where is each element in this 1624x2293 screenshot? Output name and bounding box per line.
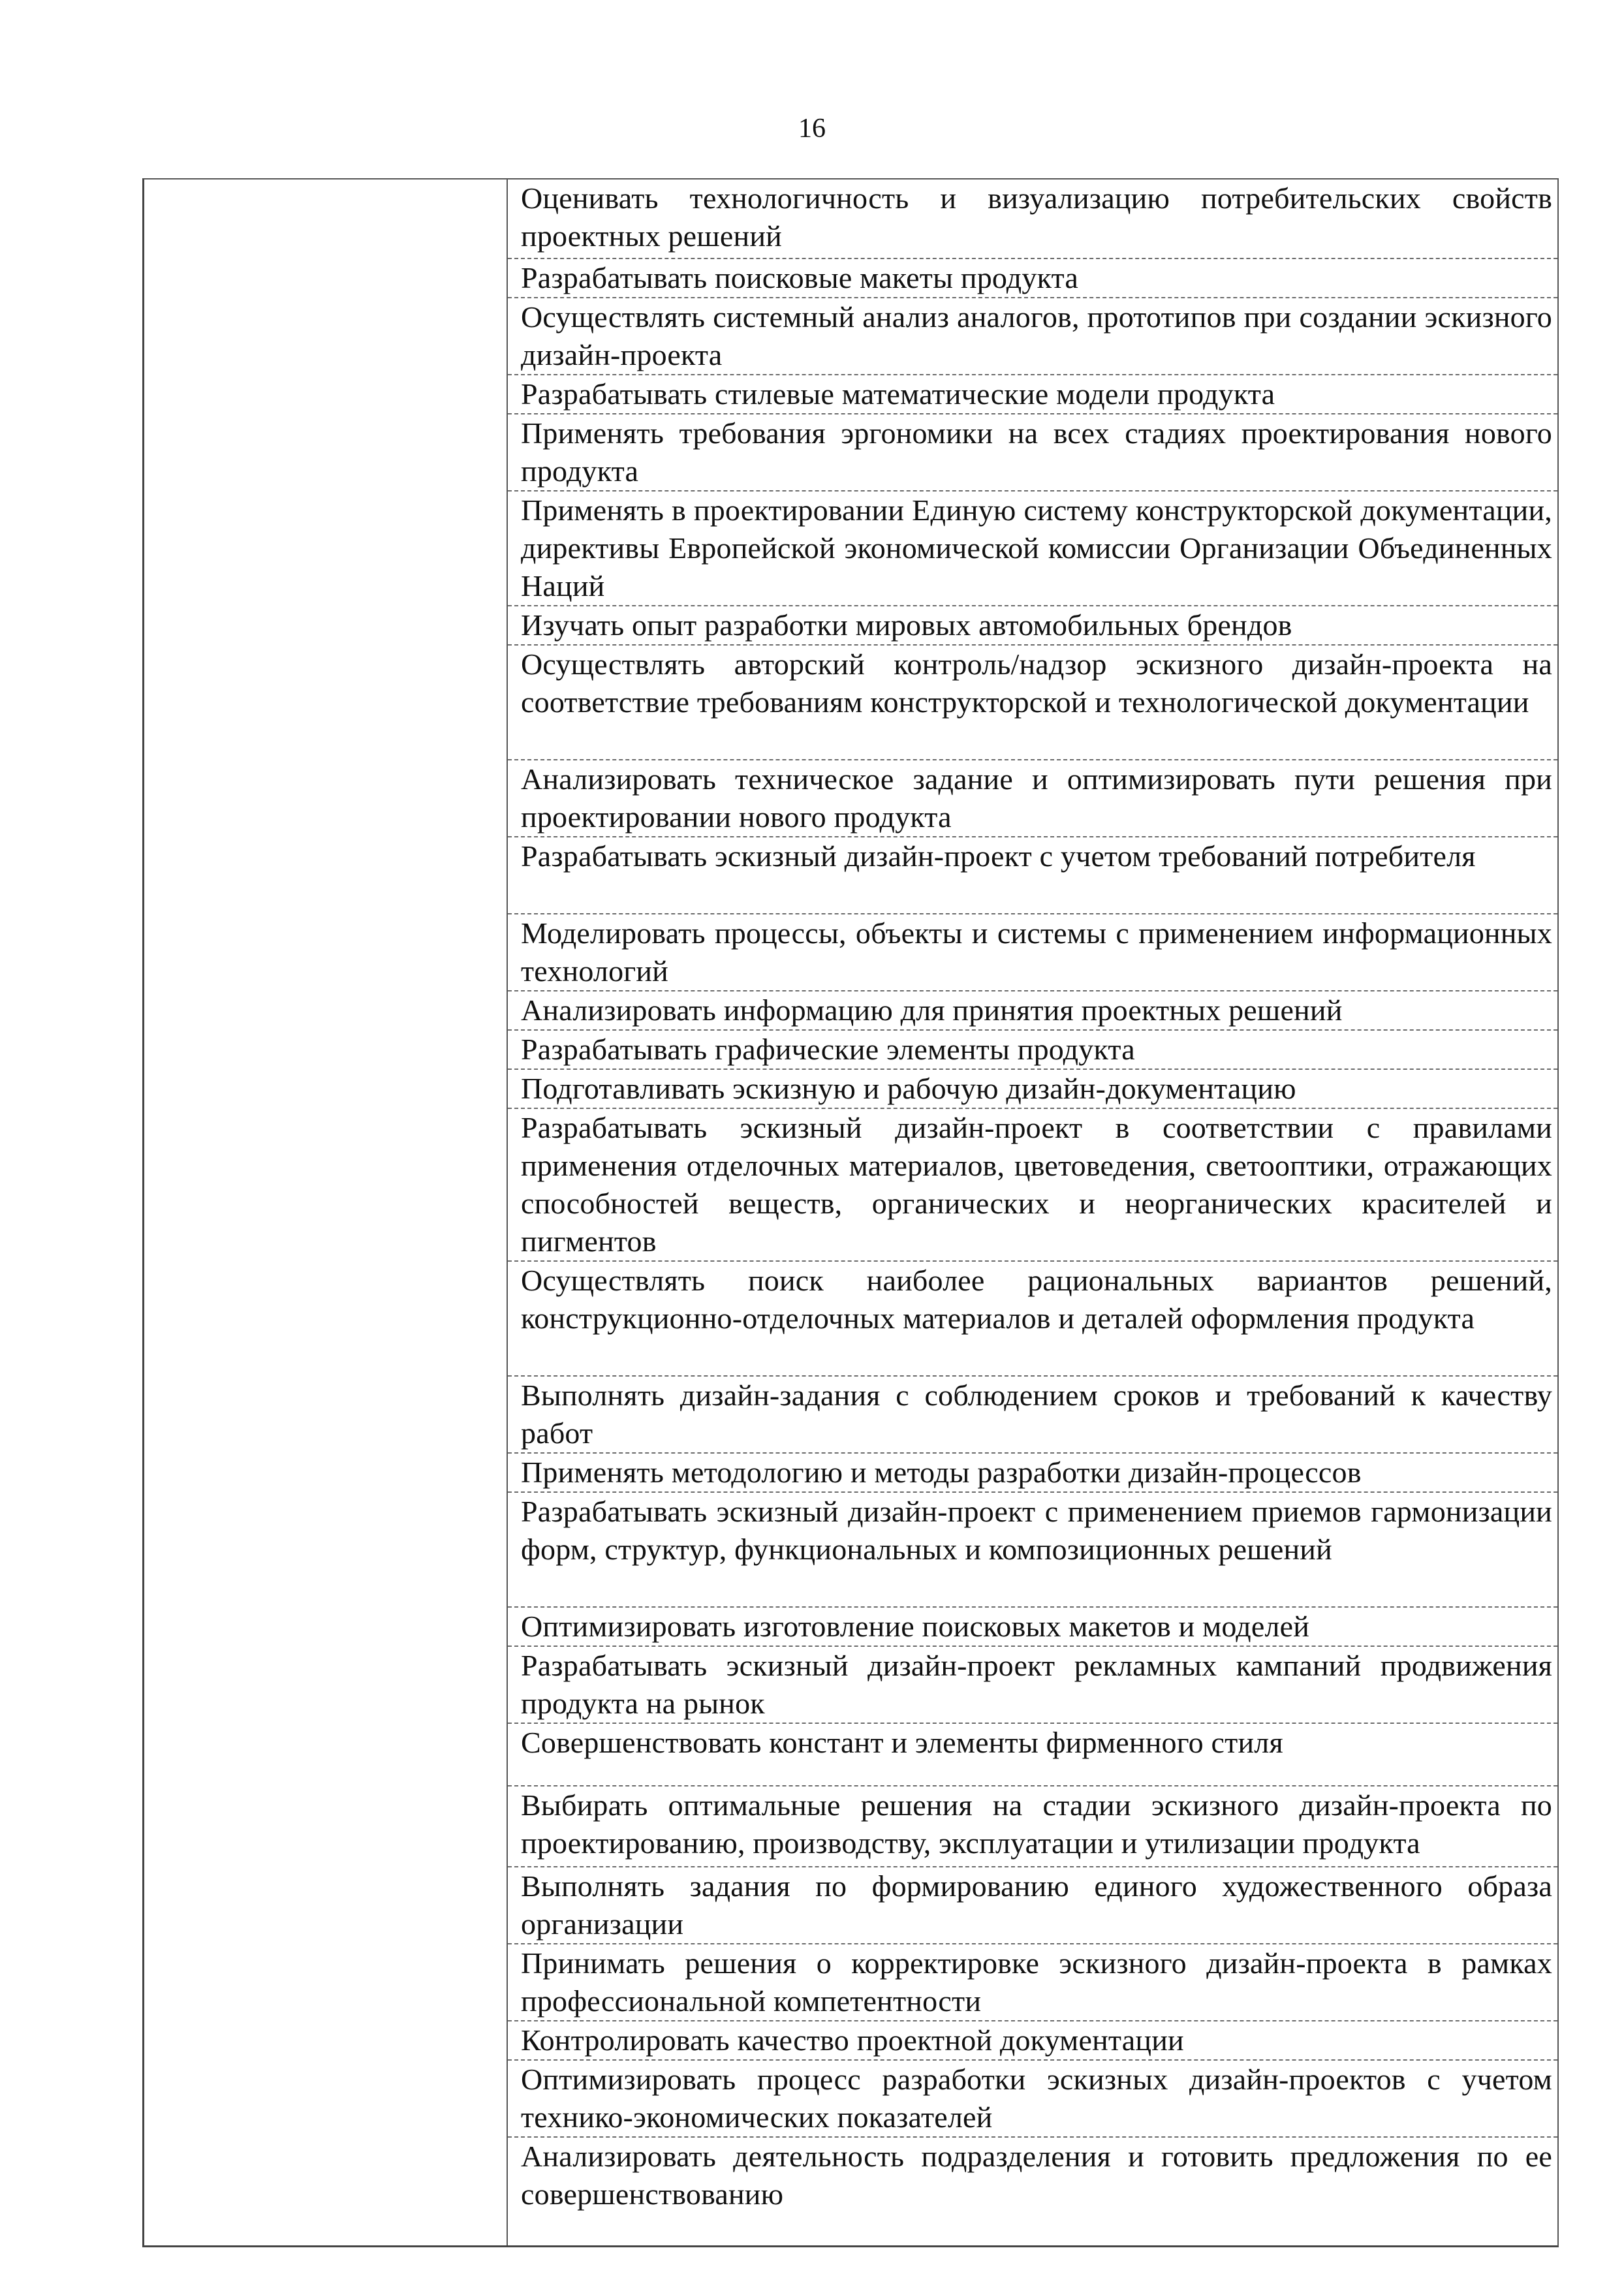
row-text: Совершенствовать констант и элементы фирменного стиля	[521, 1726, 1283, 1759]
table-row	[508, 606, 1557, 646]
row-text: Подготавливать эскизную и рабочую дизайн-документацию	[521, 1072, 1296, 1105]
row-text: Анализировать техническое задание и оптимизировать пути решения при проектировании нового продукта	[521, 762, 1552, 834]
table-row	[508, 837, 1557, 914]
table-right-column	[508, 179, 1557, 2245]
table-row	[508, 1608, 1557, 1647]
row-text: Разрабатывать эскизный дизайн-проект с учетом требований потребителя	[521, 839, 1476, 873]
row-text: Моделировать процессы, объекты и системы с применением информационных технологий	[521, 916, 1552, 988]
table-row	[508, 1867, 1557, 1944]
row-text: Выбирать оптимальные решения на стадии эскизного дизайн-проекта по проектированию, производству, эксплуатации и утилизации продукта	[521, 1788, 1552, 1860]
table-row	[508, 1262, 1557, 1377]
row-text: Оптимизировать процесс разработки эскизных дизайн-проектов с учетом технико-экономических показателей	[521, 2063, 1552, 2134]
table-row	[508, 491, 1557, 606]
table-row	[508, 375, 1557, 414]
row-text: Применять требования эргономики на всех стадиях проектирования нового продукта	[521, 416, 1552, 488]
row-text: Разрабатывать графические элементы продукта	[521, 1033, 1135, 1066]
row-text: Применять методологию и методы разработки дизайн-процессов	[521, 1456, 1362, 1489]
page-number: 16	[798, 114, 826, 144]
competency-table	[142, 178, 1559, 2247]
table-row	[508, 1647, 1557, 1724]
table-row	[508, 760, 1557, 837]
row-text: Контролировать качество проектной документации	[521, 2023, 1184, 2057]
row-text: Разрабатывать поисковые макеты продукта	[521, 261, 1079, 294]
table-row	[508, 1377, 1557, 1454]
row-text: Выполнять задания по формированию единого художественного образа организации	[521, 1869, 1552, 1941]
table-row	[508, 2021, 1557, 2061]
row-text: Оптимизировать изготовление поисковых макетов и моделей	[521, 1610, 1310, 1643]
table-row	[508, 1454, 1557, 1493]
table-row	[508, 1944, 1557, 2021]
table-row	[508, 1786, 1557, 1867]
row-text: Изучать опыт разработки мировых автомобильных брендов	[521, 608, 1292, 642]
table-row	[508, 914, 1557, 991]
row-text: Анализировать деятельность подразделения и готовить предложения по ее совершенствованию	[521, 2140, 1552, 2211]
table-row	[508, 298, 1557, 375]
row-text: Принимать решения о корректировке эскизного дизайн-проекта в рамках профессиональной компетентности	[521, 1946, 1552, 2018]
table-row	[508, 179, 1557, 259]
table-row	[508, 1493, 1557, 1608]
table-row	[508, 991, 1557, 1031]
table-row	[508, 1070, 1557, 1109]
row-text: Осуществлять авторский контроль/надзор эскизного дизайн-проекта на соответствие требованиям конструкторской и технологической документации	[521, 647, 1552, 719]
table-row	[508, 1031, 1557, 1070]
table-row	[508, 646, 1557, 760]
row-text: Оценивать технологичность и визуализацию потребительских свойств проектных решений	[521, 181, 1552, 253]
row-text: Разрабатывать эскизный дизайн-проект рекламных кампаний продвижения продукта на рынок	[521, 1649, 1552, 1720]
row-text: Разрабатывать эскизный дизайн-проект с применением приемов гармонизации форм, структур, функциональных и композиционных решений	[521, 1495, 1552, 1566]
row-text: Анализировать информацию для принятия проектных решений	[521, 993, 1343, 1027]
table-left-column	[144, 179, 508, 2245]
table-row	[508, 259, 1557, 298]
row-text: Выполнять дизайн-задания с соблюдением сроков и требований к качеству работ	[521, 1379, 1552, 1450]
row-text: Осуществлять поиск наиболее рациональных вариантов решений, конструкционно-отделочных материалов и деталей оформления продукта	[521, 1264, 1552, 1335]
row-text: Применять в проектировании Единую систему конструкторской документации, директивы Европейской экономической комиссии Организации Объединенных Наций	[521, 493, 1552, 602]
table-row	[508, 1724, 1557, 1786]
row-text: Осуществлять системный анализ аналогов, прототипов при создании эскизного дизайн-проекта	[521, 300, 1552, 371]
table-row	[508, 1109, 1557, 1262]
table-row	[508, 414, 1557, 491]
row-text: Разрабатывать стилевые математические модели продукта	[521, 377, 1275, 411]
table-row	[508, 2138, 1557, 2245]
table-row	[508, 2061, 1557, 2138]
row-text: Разрабатывать эскизный дизайн-проект в соответствии с правилами применения отделочных материалов, цветоведения, светооптики, отражающих способностей веществ, органических и неорганических красителей и пигментов	[521, 1111, 1552, 1258]
